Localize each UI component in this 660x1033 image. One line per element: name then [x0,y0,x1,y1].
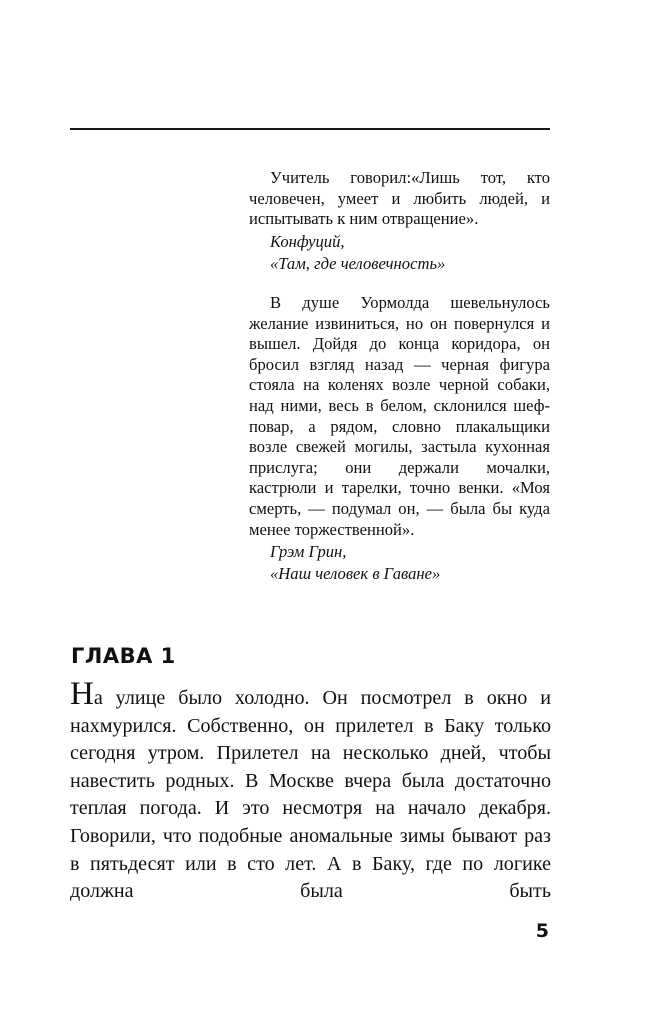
epigraph-greene [249,293,550,585]
chapter-body [70,676,551,906]
chapter-text: а улице было холодно. Он посмотрел в окно и нахмурился. Собственно, он прилетел в Баку только сегодня утром. Прилетел на несколько дней, чтобы навестить родных. В Москве вчера была достаточно теплая погода. И это несмотря на начало декабря. Говорили, что подобные аномальные зимы бывают раз в пятьдесят или в сто лет. А в Баку, где по логике должна была быть [70,687,551,903]
epigraph-text: Учитель говорил:«Лишь тот, кто человечен, умеет и любить людей, и испытывать к ним отвращение». [249,168,550,229]
page-number: 5 [535,920,549,942]
epigraph-author: Грэм Грин, [270,542,347,562]
epigraph-author: Конфуций, [270,231,345,251]
epigraph-confucius [249,168,550,275]
epigraph-source: «Наш человек в Гаване» [270,564,441,584]
drop-cap: Н [70,676,94,712]
chapter-title: ГЛАВА 1 [71,644,176,668]
epigraph-source: «Там, где человечность» [270,253,446,273]
epigraph-text: В душе Уормолда шевельнулось желание извиниться, но он повернулся и вышел. Дойдя до конца коридора, он бросил взгляд назад — черная фигура стояла на коленях возле черной собаки, над ними, весь в белом, склонился шеф-повар, а рядом, словно плакальщики возле свежей могилы, застыла кухонная прислуга; они держали мочалки, кастрюли и тарелки, точно венки. «Моя смерть, — подумал он, — была бы куда менее торжественной». [249,293,550,539]
header-rule [70,128,550,130]
